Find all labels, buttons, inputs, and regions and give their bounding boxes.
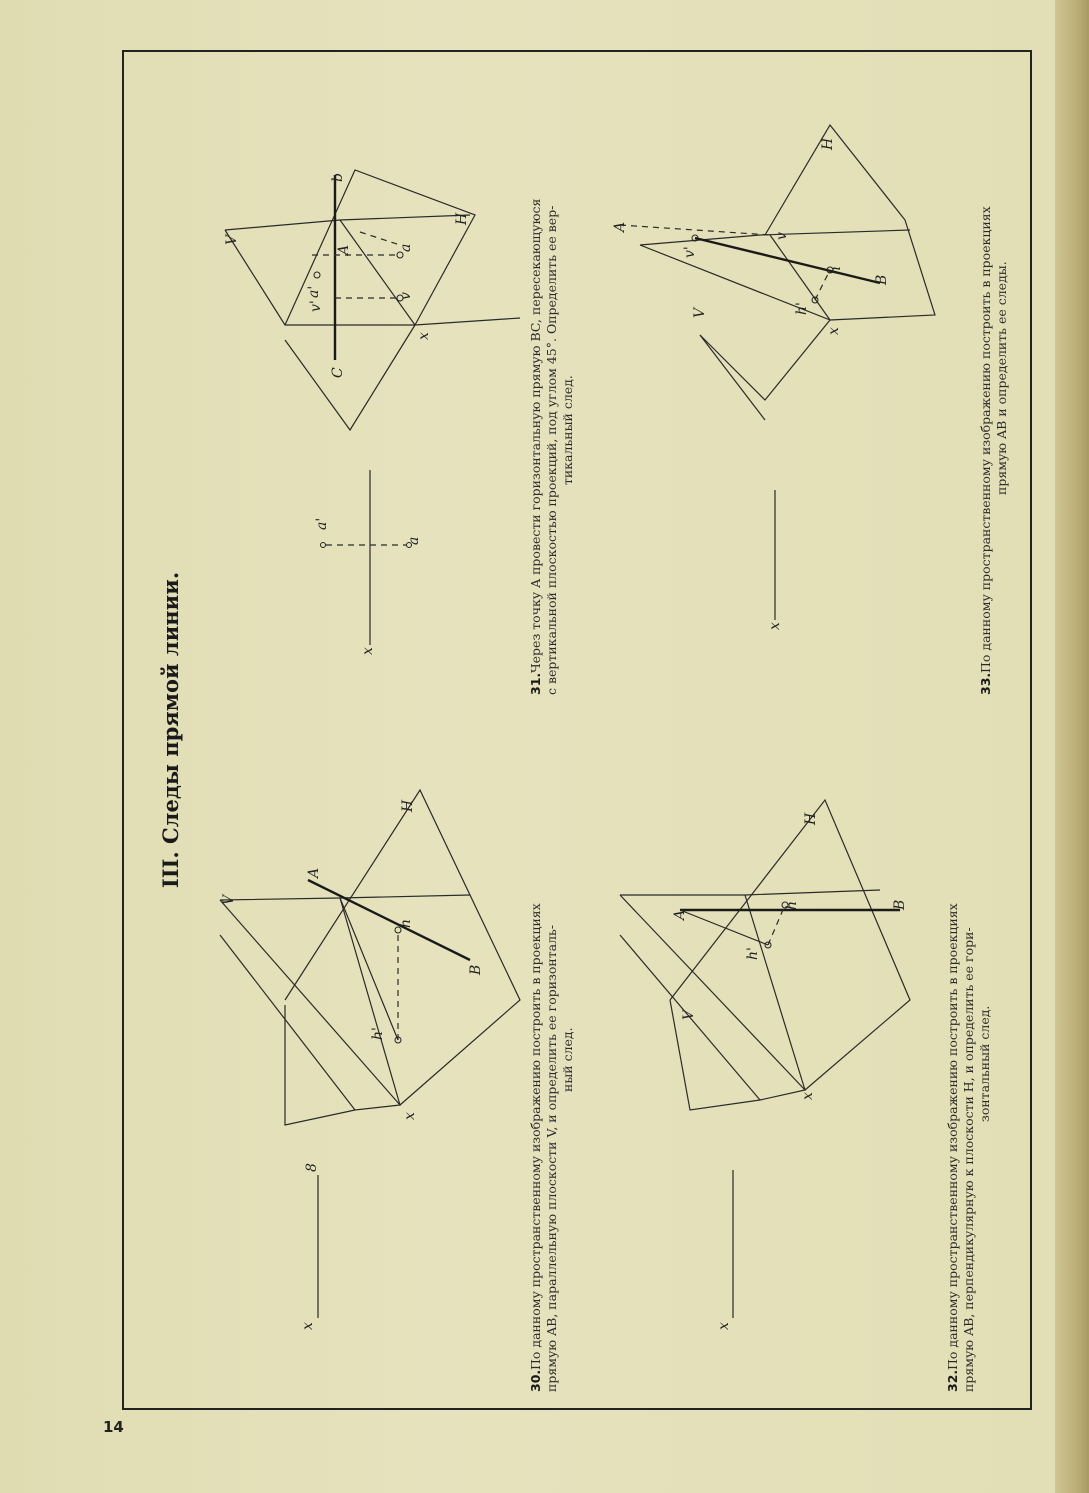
svg-text:a': a' — [306, 285, 322, 298]
svg-text:V: V — [692, 307, 708, 318]
section-title: III. Следы прямой линии. — [158, 571, 183, 889]
page-number: 14 — [103, 1418, 124, 1436]
svg-text:33.: 33. — [978, 672, 993, 695]
svg-text:A: A — [672, 909, 688, 920]
svg-text:V: V — [221, 894, 237, 905]
svg-text:B: B — [468, 964, 484, 975]
problem-32-caption — [945, 903, 992, 1392]
svg-text:По данному пространственному и: По данному пространственному изображению построить в проекциях — [978, 206, 993, 673]
svg-text:По данному пространственному и: По данному пространственному изображению построить в проекциях — [528, 903, 543, 1370]
svg-text:8: 8 — [304, 1163, 320, 1172]
svg-text:h: h — [828, 265, 844, 275]
svg-text:V: V — [224, 234, 240, 245]
svg-text:x: x — [402, 1112, 418, 1120]
svg-text:V: V — [681, 1009, 697, 1020]
svg-text:По данному пространственному и: По данному пространственному изображению построить в проекциях — [945, 903, 960, 1370]
svg-text:A: A — [306, 867, 322, 878]
svg-text:a': a' — [314, 517, 330, 530]
svg-text:с вертикальной плоскостью прое: с вертикальной плоскостью проекций, под углом 45°. Определить ее вер- — [544, 205, 559, 695]
svg-text:прямую AB, перпендикулярную к: прямую AB, перпендикулярную к плоскости H, и определить ее гори- — [961, 927, 976, 1392]
svg-text:A: A — [336, 244, 352, 255]
svg-text:H: H — [400, 799, 416, 812]
svg-text:31.: 31. — [528, 672, 543, 695]
problem-33-figure — [612, 125, 935, 630]
svg-text:x: x — [416, 332, 432, 340]
svg-text:H: H — [454, 212, 470, 225]
svg-text:B: B — [874, 274, 890, 285]
svg-text:v: v — [774, 232, 790, 240]
svg-text:зонтальный след.: зонтальный след. — [977, 1005, 992, 1122]
svg-text:a: a — [406, 536, 422, 545]
svg-text:v: v — [398, 292, 414, 300]
svg-text:h': h' — [794, 302, 810, 315]
problem-31-caption — [528, 198, 575, 695]
svg-text:32.: 32. — [945, 1369, 960, 1392]
svg-text:x: x — [716, 1322, 732, 1330]
svg-text:B: B — [892, 899, 908, 910]
svg-text:x: x — [360, 647, 376, 655]
svg-text:H: H — [803, 812, 819, 825]
svg-text:h': h' — [370, 1027, 386, 1040]
problem-33-caption — [978, 206, 1009, 695]
svg-text:h: h — [784, 900, 800, 910]
problem-30-figure — [220, 790, 520, 1330]
svg-text:x: x — [826, 327, 842, 335]
problem-30-caption — [528, 903, 575, 1392]
svg-text:прямую AB и определить ее след: прямую AB и определить ее следы. — [994, 261, 1009, 495]
svg-text:прямую AB, параллельную плоско: прямую AB, параллельную плоскости V, и определить ее горизонталь- — [544, 924, 559, 1392]
svg-text:30.: 30. — [528, 1369, 543, 1392]
svg-text:C: C — [330, 367, 346, 378]
svg-text:Через точку A провести горизон: Через точку A провести горизонтальную прямую BC, пересекающуюся — [528, 198, 543, 673]
svg-text:b: b — [330, 173, 346, 182]
problem-32-figure — [620, 800, 910, 1330]
svg-text:h: h — [398, 918, 414, 928]
svg-text:a: a — [398, 243, 414, 252]
svg-text:x: x — [300, 1322, 316, 1330]
svg-text:ный след.: ный след. — [560, 1027, 575, 1092]
svg-text:x: x — [767, 622, 783, 630]
svg-text:v': v' — [682, 246, 698, 258]
svg-text:h': h' — [745, 947, 761, 960]
svg-text:H: H — [820, 137, 836, 150]
svg-text:v': v' — [308, 300, 324, 312]
svg-text:тикальный след.: тикальный след. — [560, 375, 575, 485]
svg-text:x: x — [800, 1092, 816, 1100]
svg-text:A: A — [612, 221, 628, 232]
problem-31-figure — [224, 170, 520, 655]
